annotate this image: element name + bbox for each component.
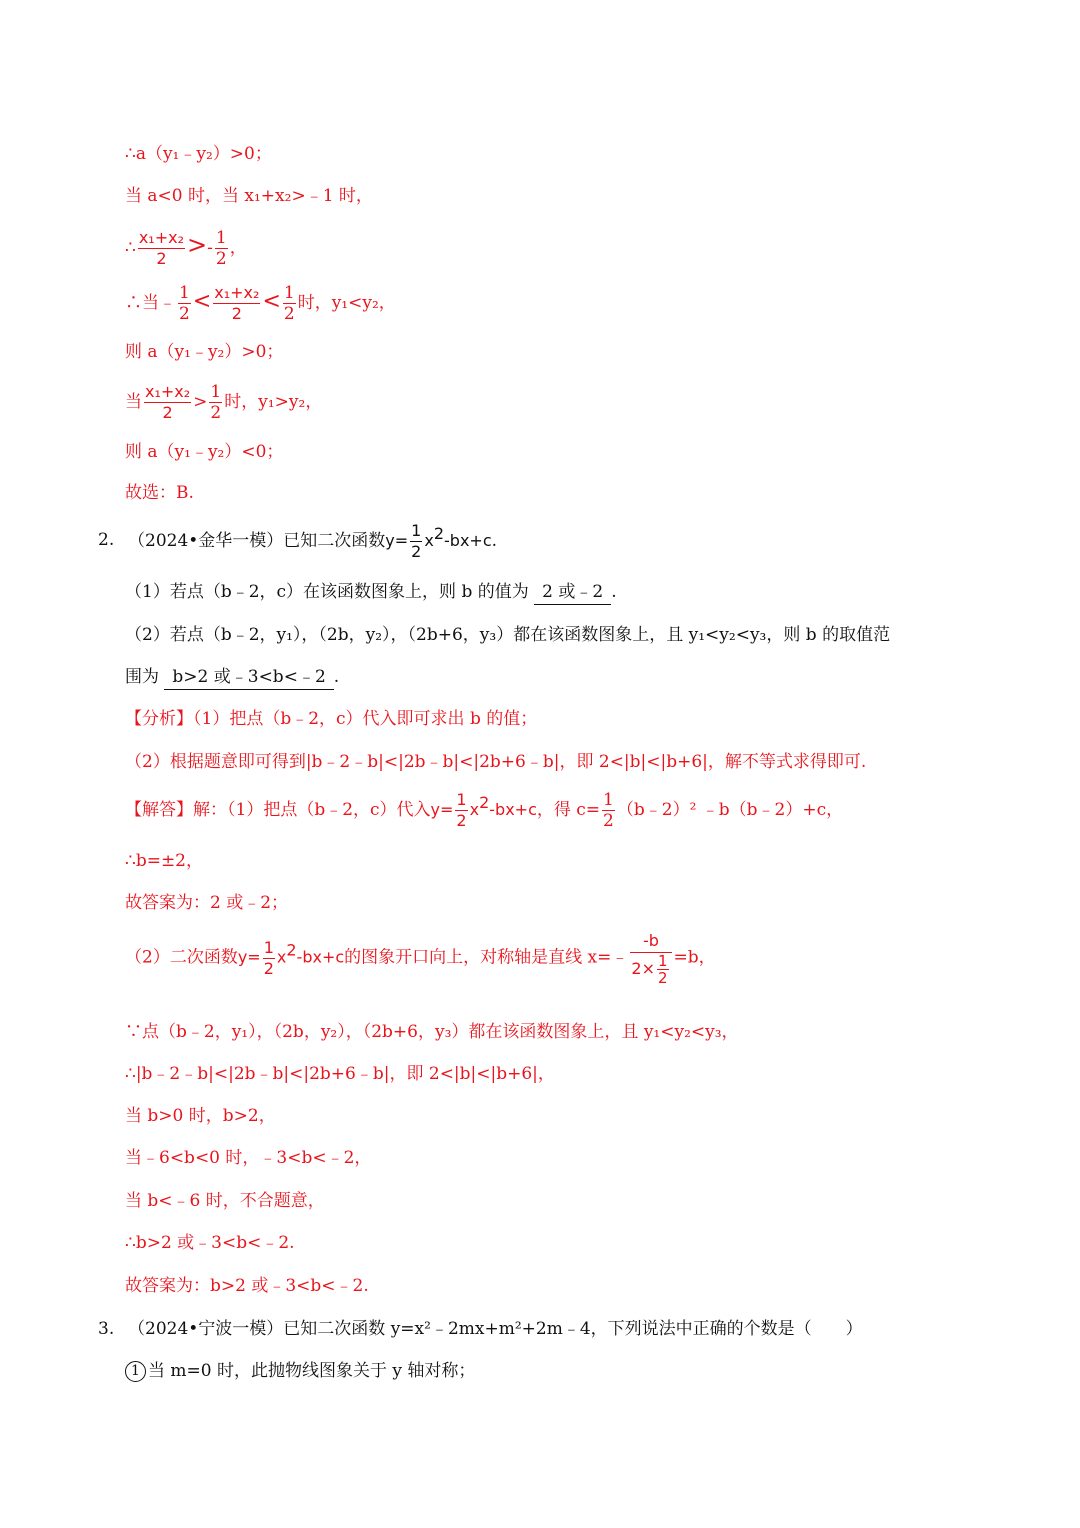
question-option-1: 1 当 m=0 时，此抛物线图象关于 y 轴对称； [125, 1359, 475, 1383]
answer-blank: 2 或﹣2 [534, 580, 611, 605]
solution-line: ∴a（y₁﹣y₂）>0； [125, 144, 272, 164]
question-stem: （2024•金华一模）已知二次函数y= $\frac{1}{2}$ $x^2-bx+c$. [128, 521, 498, 561]
solution-line: ∴b>2 或﹣3<b<﹣2. [125, 1233, 295, 1253]
solution-line: 故答案为：2 或﹣2； [125, 893, 289, 913]
solution-line: 当 b<﹣6 时，不合题意， [125, 1191, 325, 1211]
solution-line: 则 a（y₁﹣y₂）<0； [125, 442, 284, 462]
solution-line-fraction: 【解答】解：（1）把点（b﹣2，c）代入y= $\frac{1}{2}$ $x^2-bx+c$，得 c= $\frac{1}{2}$ （b﹣2）² ﹣b（b﹣2）+c， [125, 790, 844, 831]
solution-answer: 故答案为：b>2 或﹣3<b<﹣2. [125, 1276, 369, 1296]
question-part-1: （1）若点（b﹣2，c）在该函数图象上，则 b 的值为 2 或﹣2 . [125, 580, 617, 605]
solution-line: ∴|b﹣2﹣b|<|2b﹣b|<|2b+6﹣b|，即 2<|b|<|b+6|， [125, 1064, 555, 1084]
question-number: 3. [98, 1319, 115, 1339]
solution-line: 则 a（y₁﹣y₂）>0； [125, 342, 284, 362]
solution-line-fraction: ∴当﹣ $\frac{1}{2}$ < $\frac{\text{x₁+x₂}}{2}$ < $\frac{1}{2}$ 时，y₁<y₂， [125, 283, 396, 324]
solution-line: 当 b>0 时，b>2， [125, 1106, 276, 1126]
solution-line: ∵点（b﹣2，y₁），（2b，y₂），（2b+6，y₃）都在该函数图象上，且 y₁<y₂<y₃， [125, 1022, 739, 1042]
solution-answer: 故选：B. [125, 483, 194, 503]
question-part-2: （2）若点（b﹣2，y₁），（2b，y₂），（2b+6，y₃）都在该函数图象上，且 y₁<y₂<y₃，则 b 的取值范 [125, 625, 891, 645]
solution-line: ∴b=±2， [125, 851, 204, 871]
question-number: 2. [98, 530, 115, 550]
solution-line: 当﹣6<b<0 时，﹣3<b<﹣2， [125, 1148, 372, 1168]
question-part-2-cont: 围为 b>2 或﹣3<b<﹣2 . [125, 665, 339, 690]
answer-blank: b>2 或﹣3<b<﹣2 [164, 665, 333, 690]
solution-line: 当 a<0 时，当 x₁+x₂>﹣1 时， [125, 186, 373, 206]
solution-line-fraction: 当 $\frac{\text{x₁+x₂}}{2}$ > $\frac{1}{2}$ 时，y₁>y₂， [125, 382, 323, 423]
solution-line-fraction: ∴ $\frac{\text{x₁+x₂}}{2}$ >- $\frac{1}{2}$ ， [125, 228, 247, 269]
circled-number: 1 [125, 1361, 146, 1382]
analysis-line: 【分析】（1）把点（b﹣2，c）代入即可求出 b 的值； [125, 709, 538, 729]
analysis-line: （2）根据题意即可得到|b﹣2﹣b|<|2b﹣b|<|2b+6﹣b|，即 2<|b|<|b+6|，解不等式求得即可. [125, 752, 867, 772]
question-stem: （2024•宁波一模）已知二次函数 y=x²﹣2mx+m²+2m﹣4，下列说法中正确的个数是（ ） [128, 1319, 863, 1339]
solution-line-fraction: （2）二次函数y= $\frac{1}{2}$ $x^2-bx+c$的图象开口向上，对称轴是直线 x=﹣ -b 2× $\frac{1}{2}$ =b， [125, 931, 716, 987]
